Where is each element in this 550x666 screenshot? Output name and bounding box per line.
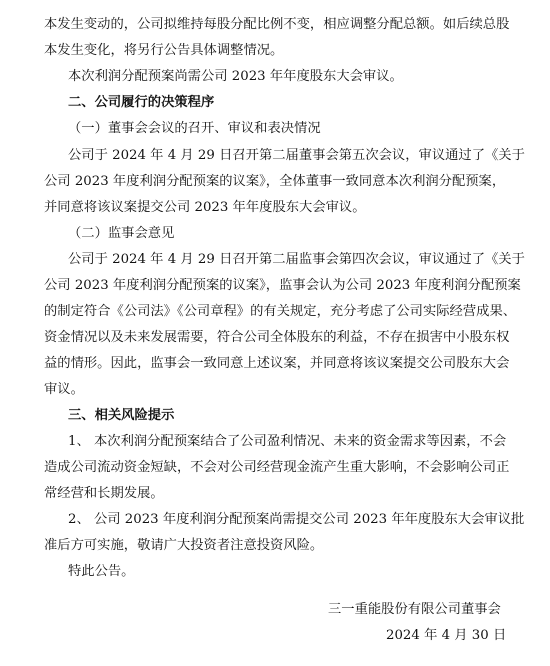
- closing-line: 特此公告。: [68, 564, 135, 579]
- paragraph-line: 公司于 2024 年 4 月 29 日召开第二届董事会第五次会议，审议通过了《关于: [68, 148, 525, 163]
- paragraph-line: 公司 2023 年度利润分配预案的议案》，监事会认为公司 2023 年度利润分配预案: [44, 278, 521, 293]
- paragraph-line: 本次利润分配预案尚需公司 2023 年年度股东大会审议。: [68, 69, 403, 84]
- paragraph-line: 益的情形。因此，监事会一致同意上述议案，并同意将该议案提交公司股东大会: [44, 356, 510, 371]
- subsection-heading: （一）董事会会议的召开、审议和表决情况: [68, 121, 321, 136]
- paragraph-line: 资金情况以及未来发展需要，符合公司全体股东的利益，不存在损害中小股东权: [44, 330, 510, 345]
- paragraph-line: 的制定符合《公司法》《公司章程》的有关规定，充分考虑了公司实际经营成果、: [44, 304, 517, 319]
- paragraph-line: 本发生变化，将另行公告具体调整情况。: [44, 43, 284, 58]
- paragraph-line: 本发生变动的，公司拟维持每股分配比例不变，相应调整分配总额。如后续总股: [44, 17, 510, 32]
- paragraph-line: 并同意将该议案提交公司 2023 年年度股东大会审议。: [44, 200, 366, 215]
- date-line: 2024 年 4 月 30 日: [386, 628, 507, 643]
- paragraph-line: 公司 2023 年度利润分配预案的议案》，全体董事一致同意本次利润分配预案，: [44, 174, 506, 189]
- section-heading: 二、公司履行的决策程序: [68, 95, 215, 110]
- subsection-heading: （二）监事会意见: [68, 226, 175, 241]
- signature-line: 三一重能股份有限公司董事会: [328, 602, 501, 617]
- paragraph-line: 准后方可实施，敬请广大投资者注意投资风险。: [44, 538, 324, 553]
- paragraph-line: 常经营和长期发展。: [44, 486, 164, 501]
- paragraph-line: 审议。: [44, 382, 84, 397]
- paragraph-line: 2、 公司 2023 年度利润分配预案尚需提交公司 2023 年年度股东大会审议批: [68, 512, 525, 527]
- section-heading: 三、相关风险提示: [68, 408, 175, 423]
- paragraph-line: 公司于 2024 年 4 月 29 日召开第二届监事会第四次会议，审议通过了《关于: [68, 252, 525, 267]
- paragraph-line: 1、 本次利润分配预案结合了公司盈利情况、未来的资金需求等因素，不会: [68, 434, 507, 449]
- paragraph-line: 造成公司流动资金短缺，不会对公司经营现金流产生重大影响，不会影响公司正: [44, 460, 510, 475]
